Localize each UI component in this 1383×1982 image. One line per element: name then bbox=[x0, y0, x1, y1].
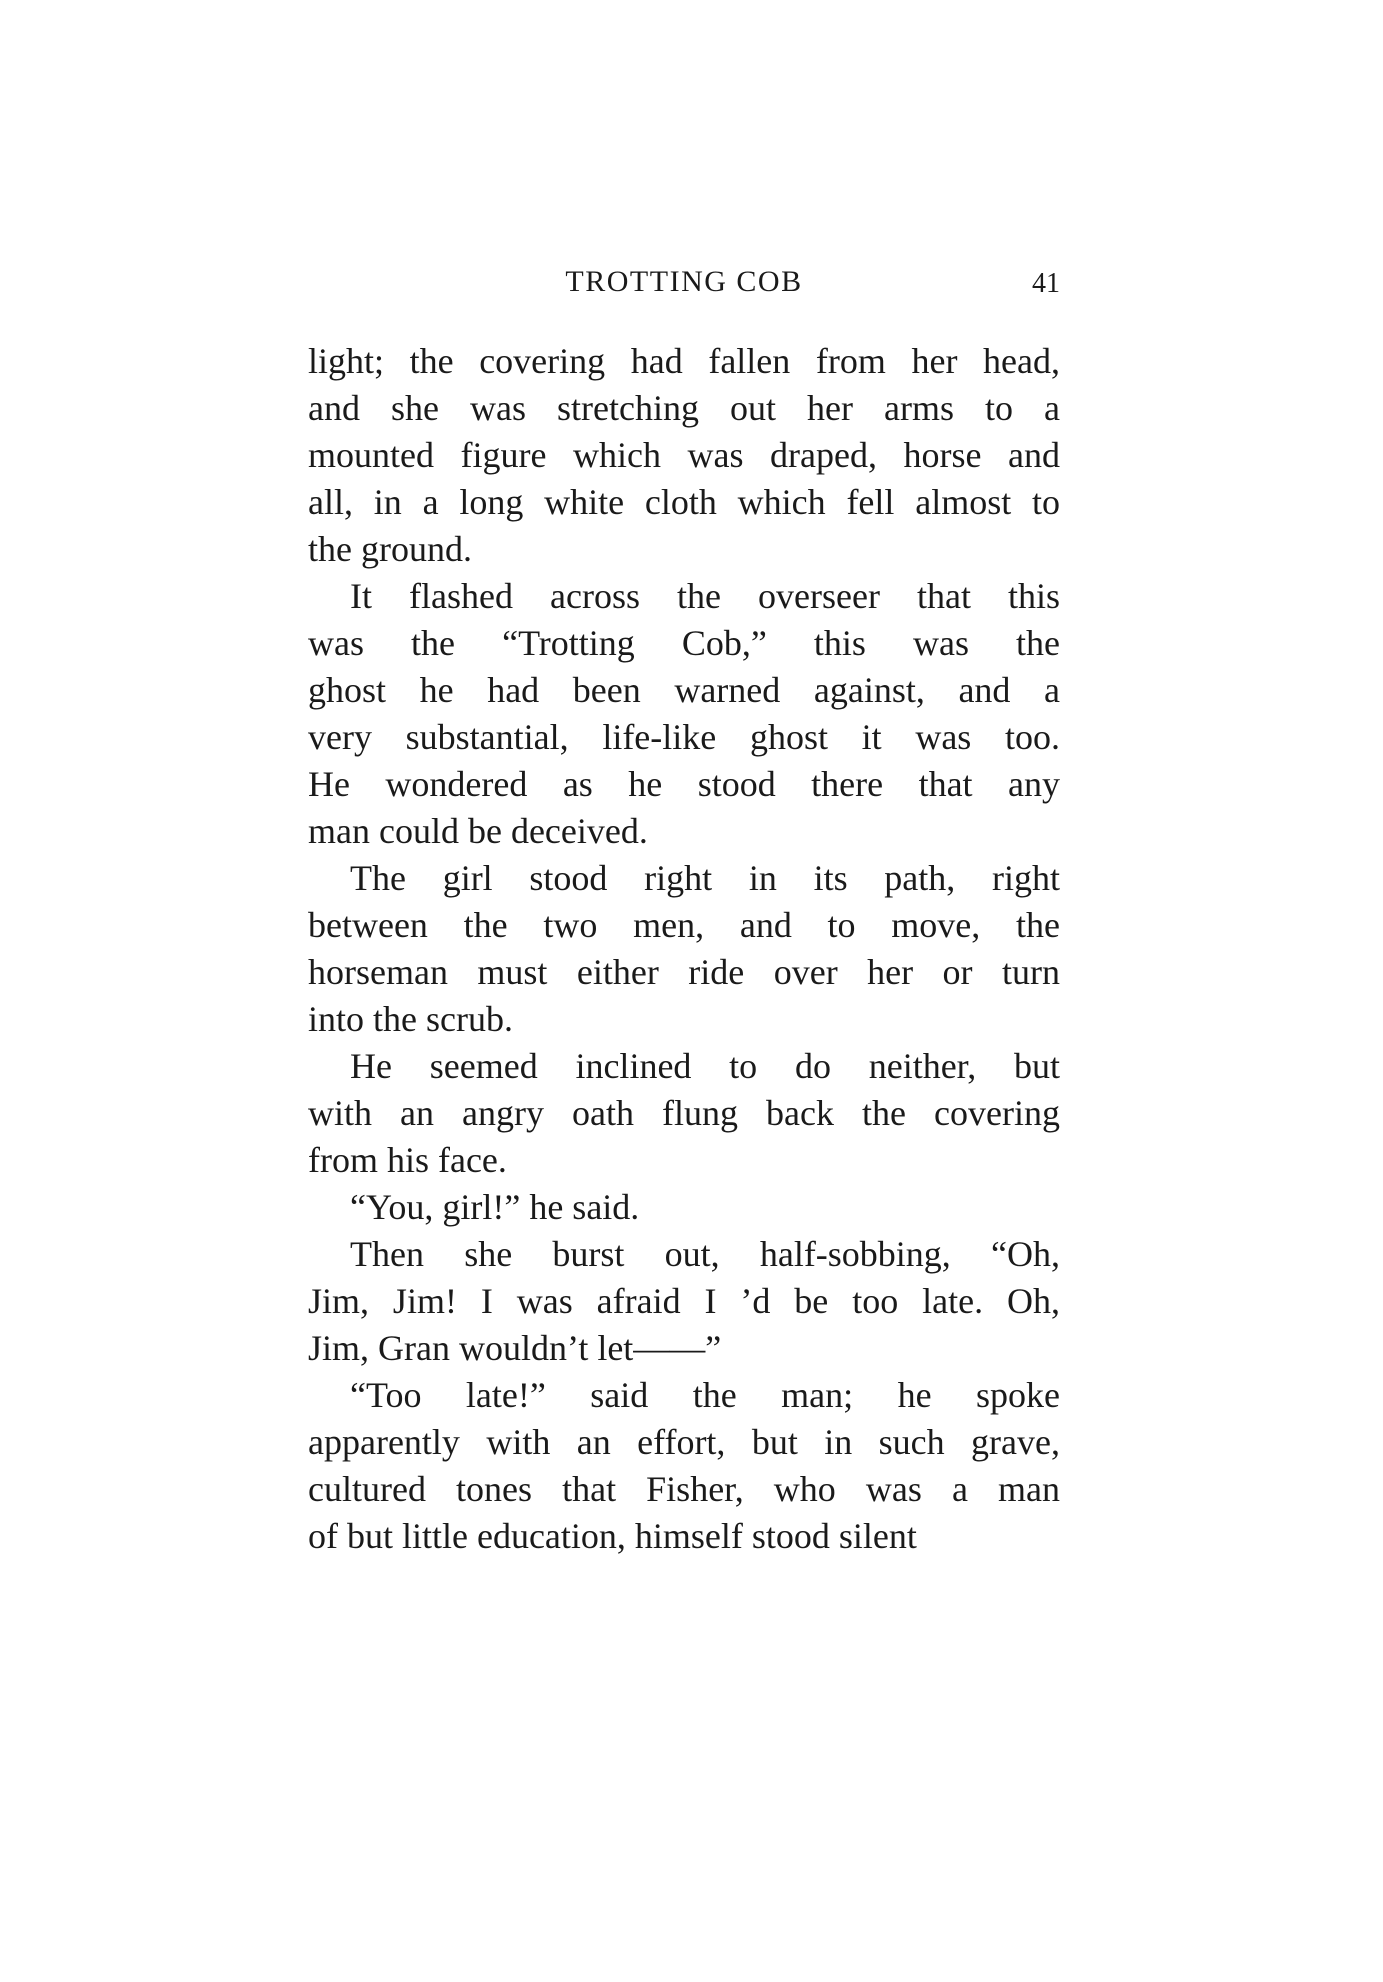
paragraph bbox=[308, 1231, 1060, 1372]
text-line: Then she burst out, half-sobbing, “Oh, bbox=[350, 1234, 1060, 1274]
text-line: with an angry oath flung back the covering bbox=[308, 1093, 1060, 1133]
running-head bbox=[308, 262, 1060, 302]
text-line: light; the covering had fallen from her head, bbox=[308, 341, 1060, 381]
paragraph bbox=[308, 855, 1060, 1043]
paragraph bbox=[308, 1184, 1060, 1231]
text-line: Jim, Jim! I was afraid I ’d be too late. Oh, bbox=[308, 1281, 1060, 1321]
paragraph bbox=[308, 1372, 1060, 1560]
text-line: ghost he had been warned against, and a bbox=[308, 670, 1060, 710]
text-line: from his face. bbox=[308, 1140, 507, 1180]
paragraph bbox=[308, 1043, 1060, 1184]
text-line: It flashed across the overseer that this bbox=[350, 576, 1060, 616]
body-text bbox=[308, 338, 1060, 1560]
text-line: Jim, Gran wouldn’t let——” bbox=[308, 1328, 722, 1368]
text-line: the ground. bbox=[308, 529, 472, 569]
text-line: He wondered as he stood there that any bbox=[308, 764, 1060, 804]
text-line: very substantial, life-like ghost it was too. bbox=[308, 717, 1060, 757]
text-line: cultured tones that Fisher, who was a man bbox=[308, 1469, 1060, 1509]
page-number: 41 bbox=[1032, 268, 1060, 299]
text-line: horseman must either ride over her or turn bbox=[308, 952, 1060, 992]
text-line: The girl stood right in its path, right bbox=[350, 858, 1060, 898]
text-line: and she was stretching out her arms to a bbox=[308, 388, 1060, 428]
text-line: into the scrub. bbox=[308, 999, 513, 1039]
text-line: between the two men, and to move, the bbox=[308, 905, 1060, 945]
text-line: “You, girl!” he said. bbox=[350, 1187, 640, 1227]
paragraph bbox=[308, 573, 1060, 855]
text-line: was the “Trotting Cob,” this was the bbox=[308, 623, 1060, 663]
text-line: man could be deceived. bbox=[308, 811, 648, 851]
text-line: all, in a long white cloth which fell almost to bbox=[308, 482, 1060, 522]
text-line: mounted figure which was draped, horse and bbox=[308, 435, 1060, 475]
running-title: TROTTING COB bbox=[565, 265, 803, 298]
text-line: of but little education, himself stood silent bbox=[308, 1516, 917, 1556]
text-line: “Too late!” said the man; he spoke bbox=[350, 1375, 1060, 1415]
paragraph bbox=[308, 338, 1060, 573]
text-line: apparently with an effort, but in such grave, bbox=[308, 1422, 1060, 1462]
text-line: He seemed inclined to do neither, but bbox=[350, 1046, 1060, 1086]
